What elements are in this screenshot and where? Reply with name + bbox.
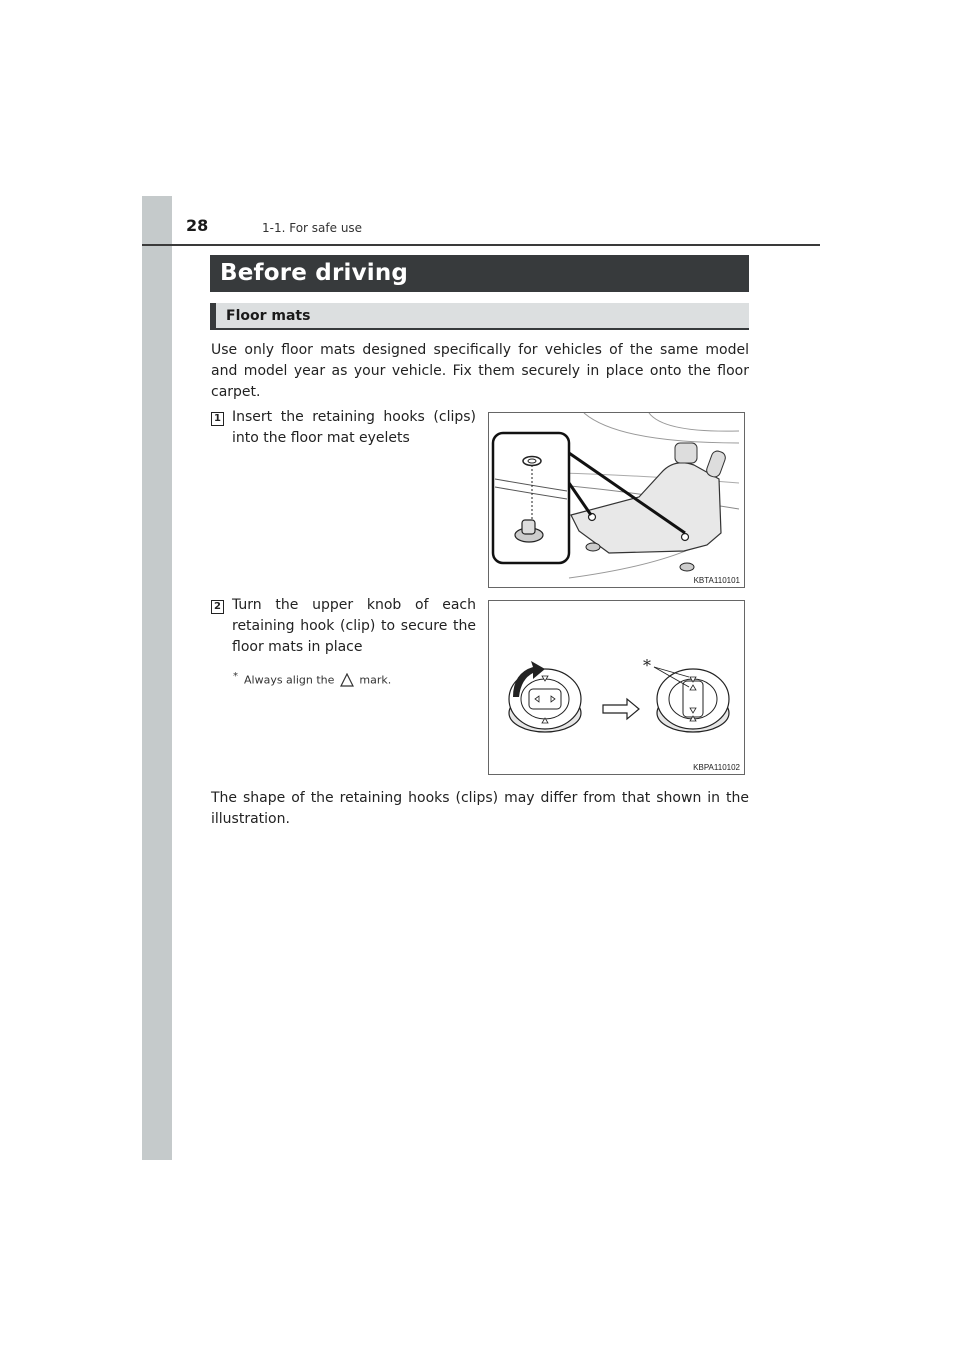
footnote [233,671,391,690]
step-text: Turn the upper knob of each retaining hook (clip) to secure the floor mats in place [232,597,476,655]
figure-floor-mat-hooks [488,412,745,588]
figure-knob-rotation [488,600,745,775]
section-subtitle: Floor mats [210,303,749,330]
header-rule [142,244,820,246]
knob-rotation-illustration [489,601,744,774]
step-number-badge: 1 [211,412,224,426]
closing-paragraph: The shape of the retaining hooks (clips) may differ from that shown in the illustration. [211,790,749,827]
footnote-text-after: mark. [359,673,392,687]
intro-paragraph: Use only floor mats designed specifically for vehicles of the same model and model year as your vehicle. Fix them securely in place onto the floor carpet. [211,342,749,400]
figure-asterisk: * [643,656,651,675]
footnote-text-before: Always align the [244,673,335,687]
page-title: Before driving [210,255,749,292]
floor-mat-illustration [489,413,744,587]
step-text: Insert the retaining hooks (clips) into the floor mat eyelets [232,409,476,446]
section-reference: 1-1. For safe use [262,221,363,235]
side-strip [142,196,172,1160]
figure-code: KBPA110102 [693,763,740,772]
footnote-marker: * [233,671,238,682]
step-number-badge: 2 [211,600,224,614]
figure-code: KBTA110101 [693,576,740,585]
page-number: 28 [186,216,209,235]
triangle-mark-icon [340,673,354,690]
